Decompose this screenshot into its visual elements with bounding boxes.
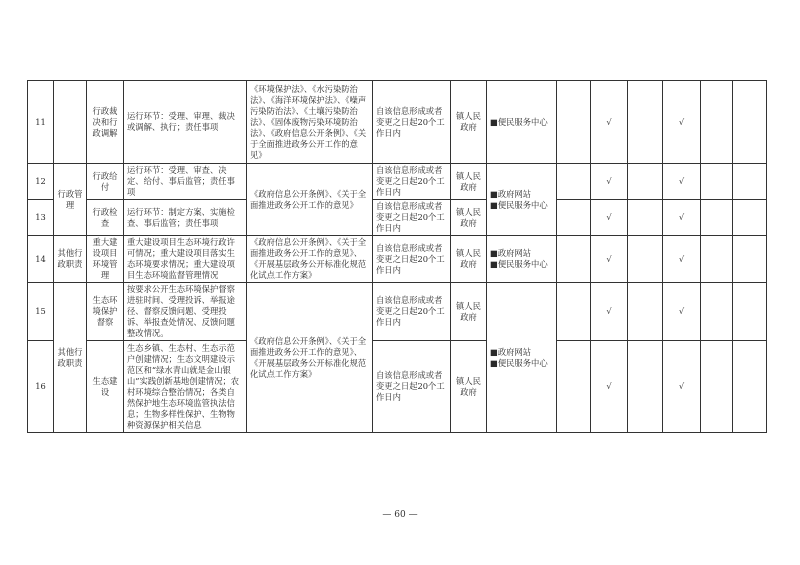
page-number: — 60 — — [382, 510, 418, 520]
content-cell: 运行环节：受理、审查、决定、给付、事后监管；责任事项 — [124, 164, 247, 200]
table-row — [28, 164, 767, 200]
timelimit-cell: 自该信息形成或者变更之日起20个工作日内 — [373, 81, 451, 164]
content-cell: 重大建设项目生态环境行政许可情况；重大建设项目落实生态环境要求情况；重大建设项目生态环境监督管理情况 — [124, 236, 247, 283]
channel-cell: ■便民服务中心 — [487, 81, 557, 164]
timelimit-cell: 自该信息形成或者变更之日起20个工作日内 — [373, 283, 451, 341]
content-cell: 生态乡镇、生态村、生态示范户创建情况；生态文明建设示范区和“绿水青山就是金山银山”实践创新基地创建情况；农村环境综合整治情况；各类自然保护地生态环境监管执法信息；生物多样性保护、生物物种资源保护相关信息 — [124, 341, 247, 433]
table-row — [28, 81, 767, 164]
check-mark: √ — [591, 236, 628, 283]
check-mark: √ — [663, 81, 701, 164]
subject-cell: 镇人民政府 — [451, 164, 487, 200]
content-cell: 运行环节：制定方案、实施检查、事后监管；责任事项 — [124, 200, 247, 236]
timelimit-cell: 自该信息形成或者变更之日起20个工作日内 — [373, 200, 451, 236]
basis-cell: 《政府信息公开条例》、《关于全面推进政务公开工作的意见》 — [247, 164, 373, 236]
subject-cell: 镇人民政府 — [451, 236, 487, 283]
content-cell: 运行环节：受理、审理、裁决或调解、执行；责任事项 — [124, 81, 247, 164]
item-cell: 行政检查 — [87, 200, 124, 236]
timelimit-cell: 自该信息形成或者变更之日起20个工作日内 — [373, 164, 451, 200]
table-row — [28, 236, 767, 283]
row-number: 12 — [28, 164, 54, 200]
category-cell: 行政管理 — [54, 164, 87, 236]
subject-cell: 镇人民政府 — [451, 341, 487, 433]
item-cell: 生态环境保护督察 — [87, 283, 124, 341]
table-row — [28, 200, 767, 236]
content-cell: 按要求公开生态环境保护督察进驻时间、受理投诉、举报途径、督察反馈问题、受理投诉、举报查处情况、反馈问题整改情况。 — [124, 283, 247, 341]
table-row — [28, 283, 767, 341]
row-number: 14 — [28, 236, 54, 283]
item-cell: 行政给付 — [87, 164, 124, 200]
item-cell: 行政裁决和行政调解 — [87, 81, 124, 164]
row-number: 16 — [28, 341, 54, 433]
channel-cell: ■政府网站 ■便民服务中心 — [487, 236, 557, 283]
row-number: 15 — [28, 283, 54, 341]
check-mark: √ — [591, 341, 628, 433]
timelimit-cell: 自该信息形成或者变更之日起20个工作日内 — [373, 341, 451, 433]
check-mark: √ — [591, 164, 628, 200]
category-cell — [54, 81, 87, 164]
basis-cell: 《环境保护法》、《水污染防治法》、《海洋环境保护法》、《噪声污染防治法》、《土壤污染防治法》、《固体废物污染环境防治法》、《政府信息公开条例》、《关于全面推进政务公开工作的意见》 — [247, 81, 373, 164]
check-mark: √ — [591, 283, 628, 341]
row-number: 13 — [28, 200, 54, 236]
item-cell: 生态建设 — [87, 341, 124, 433]
subject-cell: 镇人民政府 — [451, 81, 487, 164]
check-mark: √ — [663, 236, 701, 283]
timelimit-cell: 自该信息形成或者变更之日起20个工作日内 — [373, 236, 451, 283]
category-cell: 其他行政职责 — [54, 236, 87, 283]
check-mark: √ — [663, 164, 701, 200]
item-cell: 重大建设项目环境管理 — [87, 236, 124, 283]
table-row — [28, 341, 767, 433]
check-mark: √ — [591, 200, 628, 236]
check-mark: √ — [663, 200, 701, 236]
basis-cell: 《政府信息公开条例》、《关于全面推进政务公开工作的意见》、《开展基层政务公开标准化规范化试点工作方案》 — [247, 283, 373, 433]
subject-cell: 镇人民政府 — [451, 200, 487, 236]
category-cell: 其他行政职责 — [54, 283, 87, 433]
check-mark: √ — [663, 283, 701, 341]
subject-cell: 镇人民政府 — [451, 283, 487, 341]
disclosure-table — [27, 80, 767, 433]
check-mark: √ — [663, 341, 701, 433]
basis-cell: 《政府信息公开条例》、《关于全面推进政务公开工作的意见》、《开展基层政务公开标准化规范化试点工作方案》 — [247, 236, 373, 283]
channel-cell: ■政府网站 ■便民服务中心 — [487, 283, 557, 433]
row-number: 11 — [28, 81, 54, 164]
check-mark: √ — [591, 81, 628, 164]
channel-cell: ■政府网站 ■便民服务中心 — [487, 164, 557, 236]
